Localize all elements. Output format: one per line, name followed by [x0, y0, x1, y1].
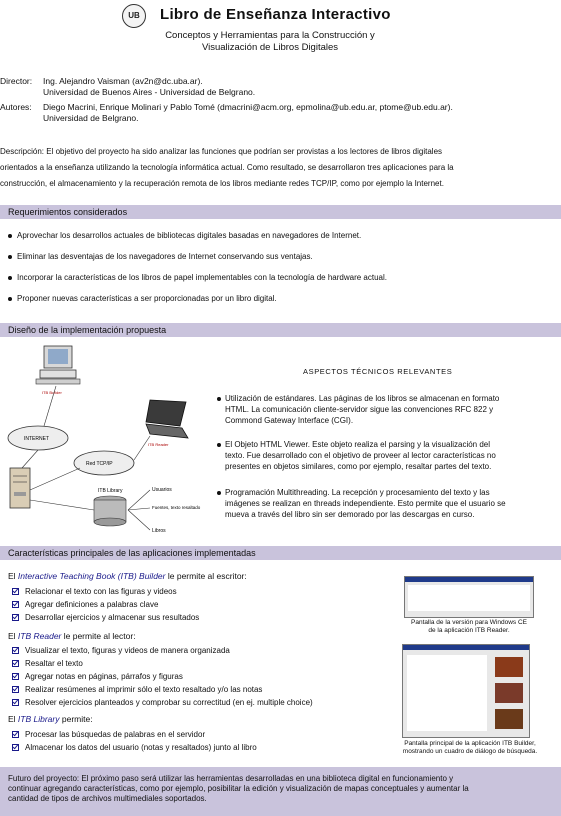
library-list — [12, 728, 257, 754]
tech-item-html-viewer: El Objeto HTML Viewer. Este objeto realiza el parsing y la visualización del texto. Fue desarrollado con el objetivo de proveer al lector características no presentes en objetos similares, como por ejemplo, resaltar partes del texto. — [225, 439, 550, 472]
builder-heading: El Interactive Teaching Book (ITB) Builder le permite al escritor: — [8, 571, 247, 581]
tech-item-multithreading: Programación Multithreading. La recepción y procesamiento del texto y las imágenes se realizan en threads independiente. Esto permite que el usuario se mueva a través del libro sin ser demorado por las descargas en curso. — [225, 487, 550, 520]
description-line1: Descripción: El objetivo del proyecto ha sido analizar las funciones que podrían ser provistas a los lectores de libros digitales — [0, 147, 443, 156]
list-item: Almacenar los datos del usuario (notas y resaltados) junto al libro — [12, 741, 257, 754]
list-item: Agregar notas en páginas, párrafos y figuras — [12, 670, 313, 683]
svg-text:INTERNET: INTERNET — [24, 436, 49, 442]
laptop-icon — [146, 400, 188, 438]
architecture-diagram — [0, 340, 222, 540]
list-item: Visualizar el texto, figuras y videos de manera organizada — [12, 644, 313, 657]
features-heading: Características principales de las aplicaciones implementadas — [0, 546, 561, 560]
desktop-computer-icon — [36, 346, 80, 384]
list-item: Resolver ejercicios planteados y comprobar su correctitud (en ej. multiple choice) — [12, 696, 313, 709]
list-item: Procesar las búsquedas de palabras en el servidor — [12, 728, 257, 741]
requirement-item: Proponer nuevas características a ser proporcionadas por un libro digital. — [8, 294, 277, 303]
page-title: Libro de Enseñanza Interactivo — [160, 6, 391, 23]
reader-heading: El ITB Reader le permite al lector: — [8, 631, 136, 641]
builder-list — [12, 585, 199, 624]
requirement-item: Aprovechar los desarrollos actuales de bibliotecas digitales basadas en navegadores de Internet. — [8, 231, 361, 240]
list-item: Resaltar el texto — [12, 657, 313, 670]
database-icon — [94, 496, 126, 526]
list-item: Agregar definiciones a palabras clave — [12, 598, 199, 611]
svg-text:ITB Library: ITB Library — [98, 488, 123, 494]
list-item: Desarrollar ejercicios y almacenar sus resultados — [12, 611, 199, 624]
authors-line1: Diego Macrini, Enrique Molinari y Pablo Tomé (dmacrini@acm.org, epmolina@ub.edu.ar, ptome@ub.edu.ar). — [43, 102, 453, 112]
tech-heading: ASPECTOS TÉCNICOS RELEVANTES — [303, 367, 453, 376]
library-heading: El ITB Library permite: — [8, 714, 93, 724]
description-line3: construcción, el almacenamiento y la recuperación remota de los libros mediante redes TCP/IP, como por ejemplo la Internet. — [0, 179, 444, 188]
svg-text:Red TCP/IP: Red TCP/IP — [86, 461, 113, 467]
list-item: Realizar resúmenes al imprimir sólo el texto resaltado y/o las notas — [12, 683, 313, 696]
svg-text:Libros: Libros — [152, 528, 166, 534]
description-line2: orientados a la enseñanza utilizando la tecnología informática actual. Como resultado, se desarrollaron tres aplicaciones para la — [0, 163, 454, 172]
director-label: Director: — [0, 76, 33, 86]
svg-text:Usuarios: Usuarios — [152, 487, 172, 493]
requirement-item: Eliminar las desventajas de los navegadores de Internet conservando sus ventajas. — [8, 252, 313, 261]
requirement-item: Incorporar la características de los libros de papel implementables con la tecnología de hardware actual. — [8, 273, 387, 282]
tech-item-standards: Utilización de estándares. Las páginas de los libros se almacenan en formato HTML. La comunicación cliente-servidor sigue las convenciones RFC 822 y Commond Gateway Interface (CGI). — [225, 393, 550, 426]
reader-wince-screenshot — [404, 576, 534, 618]
svg-text:Fuentes, texto resaltado: Fuentes, texto resaltado — [152, 505, 201, 510]
caption-builder: Pantalla principal de la aplicación ITB Builder, mostrando un cuadro de diálogo de búsqueda. — [402, 740, 538, 755]
director-line2: Universidad de Buenos Aires - Universidad de Belgrano. — [43, 87, 256, 97]
builder-screenshot — [402, 644, 530, 738]
server-tower-icon — [10, 468, 30, 508]
authors-label: Autores: — [0, 102, 32, 112]
list-item: Relacionar el texto con las figuras y videos — [12, 585, 199, 598]
university-logo-icon: UB — [122, 4, 146, 28]
requirements-heading: Requerimientos considerados — [0, 205, 561, 219]
page-subtitle: Conceptos y Herramientas para la Construcción y Visualización de Libros Digitales — [165, 30, 375, 53]
future-project-footer: Futuro del proyecto: El próximo paso será utilizar las herramientas desarrolladas en una biblioteca digital en funcionamiento y continuar agregando características, como por ejemplo, posibilitar la edición y visualización de mapas conceptuales y aumentar la cantidad de tipos de archivos multimediales soportados. — [0, 767, 561, 816]
svg-text:ITB Reader: ITB Reader — [148, 442, 169, 447]
design-heading: Diseño de la implementación propuesta — [0, 323, 561, 337]
reader-list — [12, 644, 313, 709]
authors-line2: Universidad de Belgrano. — [43, 113, 139, 123]
svg-text:ITB Builder: ITB Builder — [42, 390, 62, 395]
director-line1: Ing. Alejandro Vaisman (av2n@dc.uba.ar). — [43, 76, 203, 86]
caption-reader: Pantalla de la versión para Windows CE de la aplicación ITB Reader. — [411, 619, 527, 634]
